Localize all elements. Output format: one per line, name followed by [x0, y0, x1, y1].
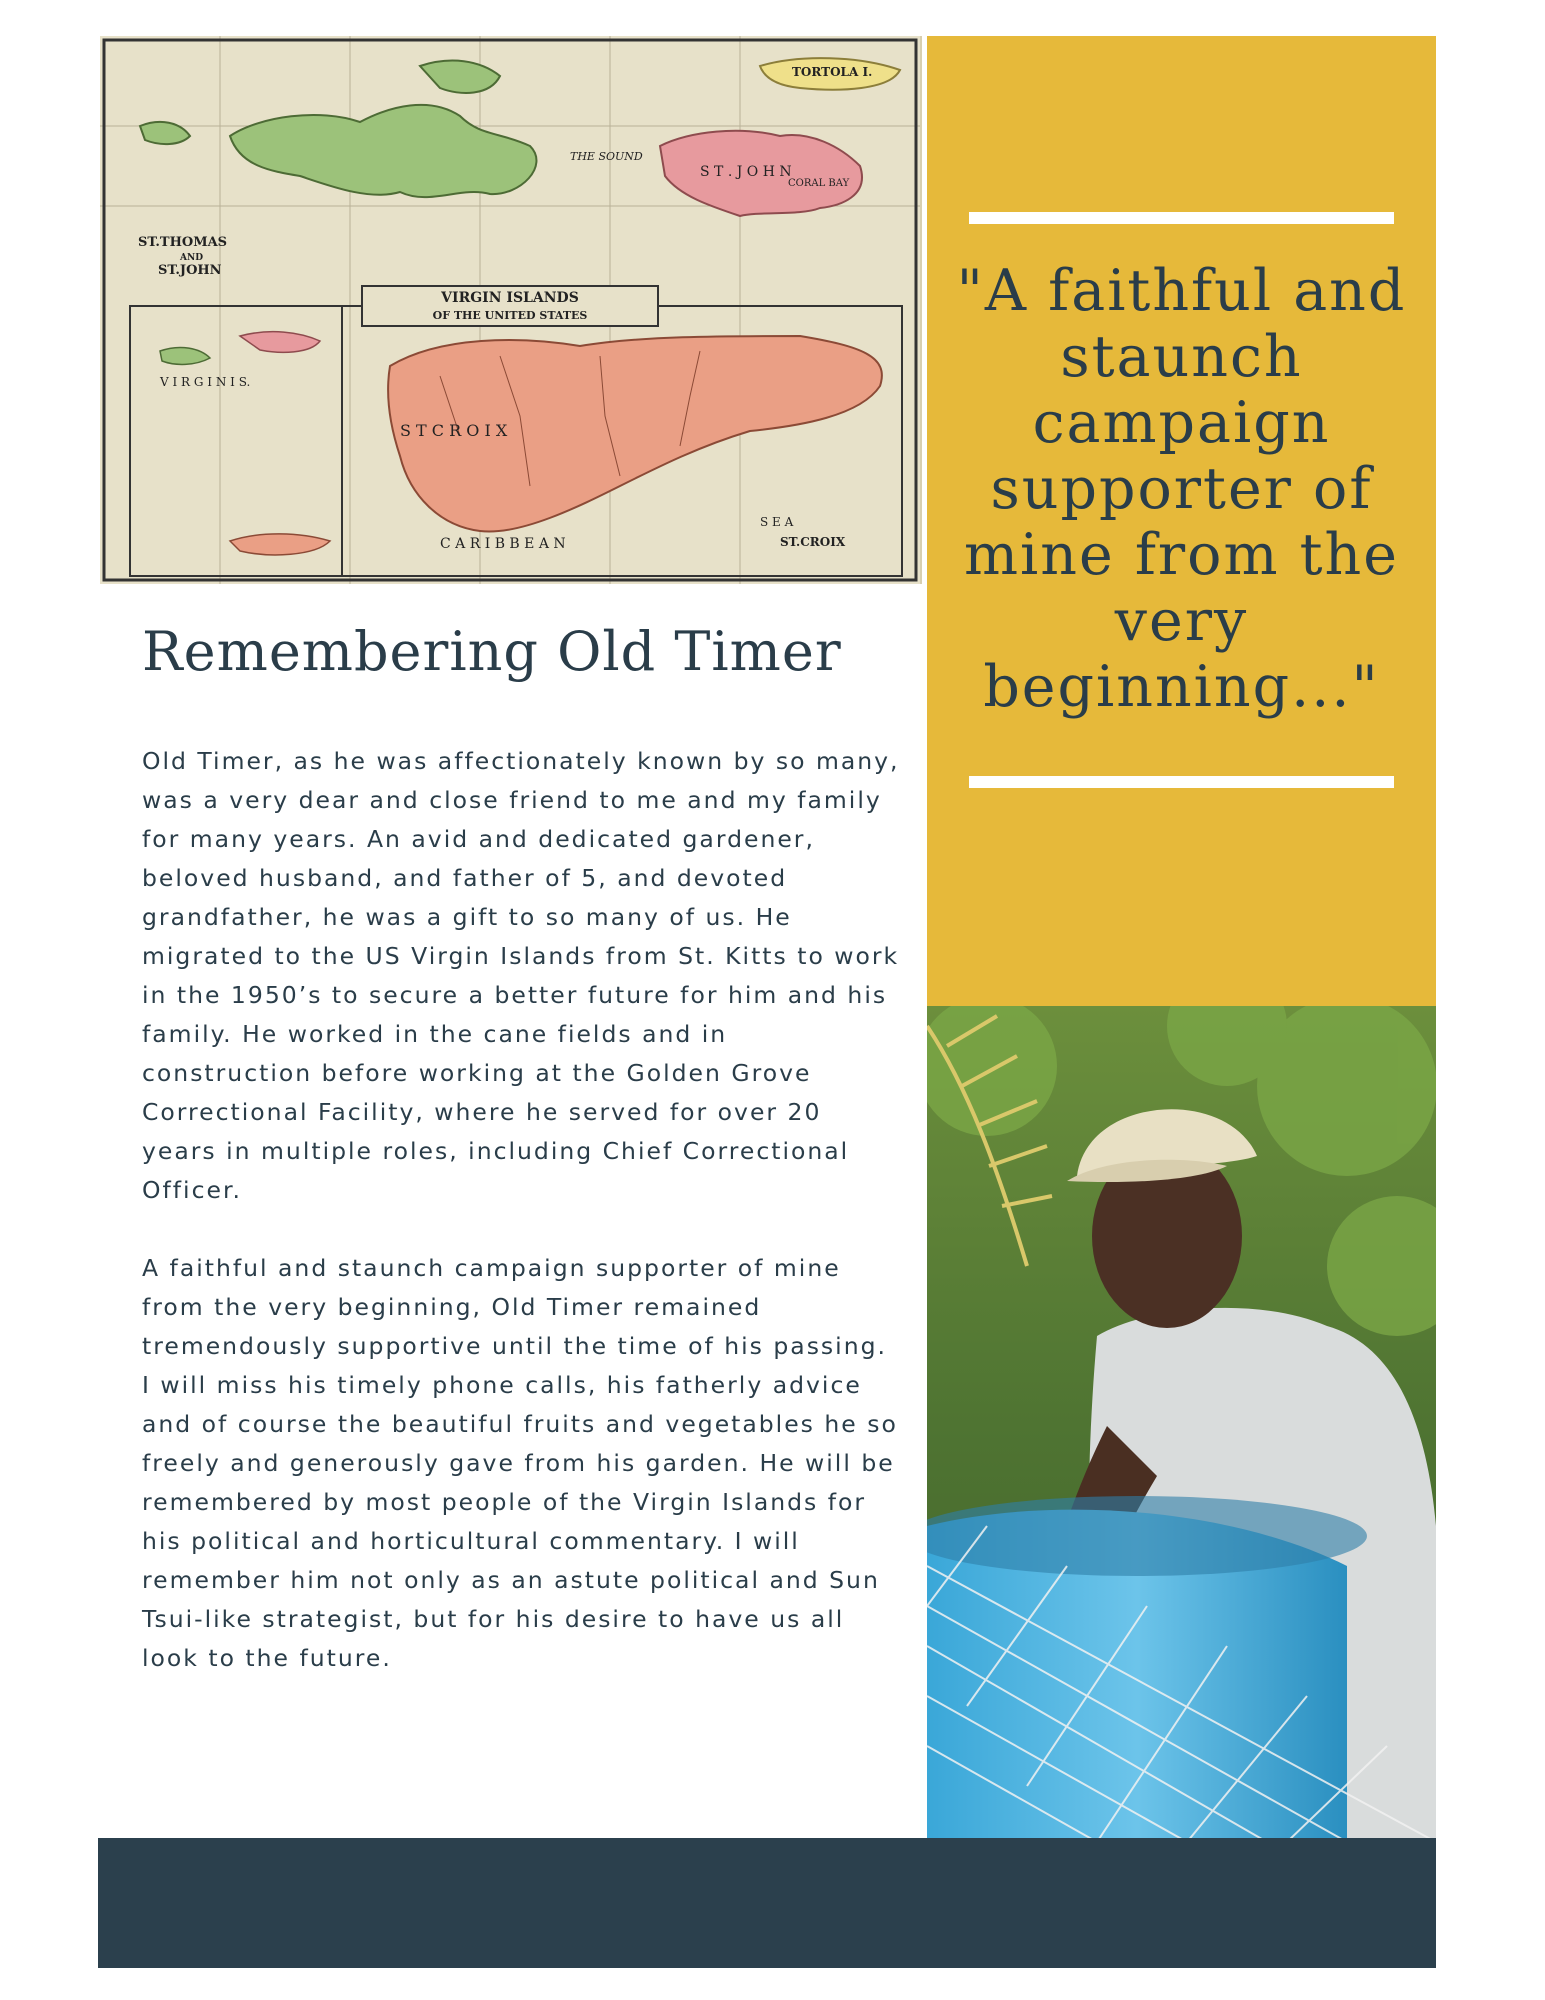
man-gardening-photo: [927, 1006, 1436, 1842]
article-body: [142, 742, 902, 1717]
map-label-stcroix-inset: ST.CROIX: [780, 535, 846, 549]
portrait-photo: [927, 1006, 1436, 1842]
map-label-stjohn-inset: ST.JOHN: [158, 263, 222, 278]
map-label-and: AND: [180, 253, 204, 263]
map-label-stjohn: S T . J O H N: [700, 164, 792, 180]
map-image: [100, 36, 922, 584]
map-label-caribbean: C A R I B B E A N: [440, 536, 566, 552]
map-label-sea: S E A: [760, 515, 794, 529]
map-caption-main: VIRGIN ISLANDS: [441, 290, 579, 306]
map-label-stcroix: S T C R O I X: [400, 421, 508, 440]
virgin-islands-map: [100, 36, 920, 584]
article-paragraph: Old Timer, as he was affectionately known by so many, was a very dear and close friend to me and my family for many years. An avid and dedicated gardener, beloved husband, and father of 5, and devoted grandfather, he was a gift to so many of us. He migrated to the US Virgin Islands from St. Kitts to work in the 1950’s to secure a better future for him and his family. He worked in the cane fields and in construction before working at the Golden Grove Correctional Facility, where he served for over 20 years in multiple roles, including Chief Correctional Officer.: [142, 747, 900, 1204]
map-label-virgin: V I R G I N I S.: [160, 375, 251, 389]
pull-quote: "A faithful and staunch campaign supporter of mine from the very beginning...": [956, 258, 1407, 720]
map-label-tortola: TORTOLA I.: [792, 65, 873, 79]
map-label-coral: CORAL BAY: [788, 178, 850, 189]
map-caption-sub: OF THE UNITED STATES: [432, 309, 588, 322]
quote-rule-top: [969, 212, 1394, 224]
article-paragraph: A faithful and staunch campaign supporter of mine from the very beginning, Old Timer remained tremendously supportive until the time of his passing. I will miss his timely phone calls, his fatherly advice and of course the beautiful fruits and vegetables he so freely and generously gave from his garden. He will be remembered by most people of the Virgin Islands for his political and horticultural commentary. I will remember him not only as an astute political and Sun Tsui-like strategist, but for his desire to have us all look to the future.: [142, 1254, 898, 1672]
map-label-sound: THE SOUND: [570, 150, 643, 163]
footer-bar: [98, 1838, 1436, 1968]
map-label-stthomas: ST.THOMAS: [138, 235, 228, 250]
quote-rule-bottom: [969, 776, 1394, 788]
quote-panel: [927, 36, 1436, 1006]
article-title: Remembering Old Timer: [142, 620, 842, 683]
